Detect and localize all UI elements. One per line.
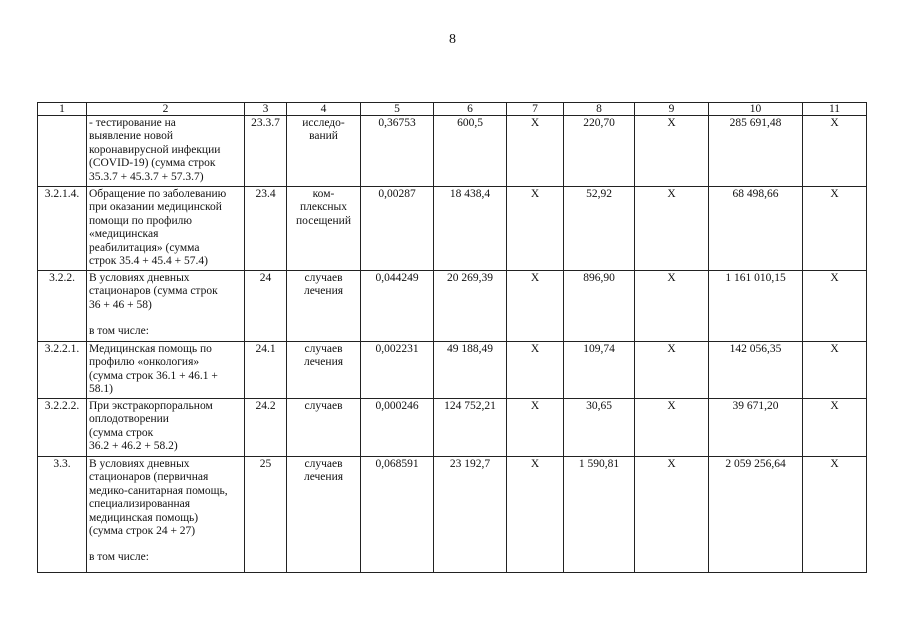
row-name-line: коронавирусной инфекции <box>89 143 221 156</box>
cell-col7: Х <box>507 187 564 271</box>
row-code: 3.2.2.2. <box>38 399 87 457</box>
row-unit-line: случаев <box>304 400 343 412</box>
row-name-line: медико-санитарная помощь, <box>89 484 228 497</box>
header-cell: 8 <box>564 103 635 116</box>
row-unit-line: ваний <box>309 130 338 143</box>
row-unit-line: исследо- <box>302 117 345 129</box>
page-number: 8 <box>449 32 456 47</box>
row-name-line: оплодотворении <box>89 413 169 426</box>
row-code <box>38 116 87 187</box>
cell-col10: 39 671,20 <box>709 399 803 457</box>
row-unit-line: случаев <box>304 272 343 284</box>
row-unit-line: плексных <box>299 201 348 214</box>
cell-col8: 220,70 <box>564 116 635 187</box>
row-line-number: 25 <box>245 457 287 573</box>
header-cell: 2 <box>87 103 245 116</box>
row-code: 3.2.2. <box>38 271 87 342</box>
row-name <box>87 457 245 573</box>
cell-col6: 18 438,4 <box>434 187 507 271</box>
row-unit-line: лечения <box>303 471 344 484</box>
row-note: в том числе: <box>89 551 149 564</box>
cell-col5: 0,000246 <box>361 399 434 457</box>
cell-col7: Х <box>507 116 564 187</box>
row-code: 3.2.1.4. <box>38 187 87 271</box>
row-name-line: специализированная <box>89 498 191 511</box>
row-unit-line: случаев <box>304 458 343 470</box>
cell-col7: Х <box>507 342 564 399</box>
row-name-line: реабилитация» (сумма <box>89 241 200 254</box>
cell-col10: 1 161 010,15 <box>709 271 803 342</box>
cell-col10: 68 498,66 <box>709 187 803 271</box>
cell-col5: 0,36753 <box>361 116 434 187</box>
row-name-line: При экстракорпоральном <box>89 400 213 412</box>
cell-col5: 0,00287 <box>361 187 434 271</box>
cell-col8: 109,74 <box>564 342 635 399</box>
row-code: 3.3. <box>38 457 87 573</box>
row-name-line: медицинская помощь) <box>89 511 199 524</box>
row-code: 3.2.2.1. <box>38 342 87 399</box>
cell-col11: Х <box>803 187 867 271</box>
cell-col6: 23 192,7 <box>434 457 507 573</box>
header-cell: 7 <box>507 103 564 116</box>
row-name-line: (сумма строк 36.1 + 46.1 + <box>89 369 218 382</box>
header-cell: 4 <box>287 103 361 116</box>
row-name <box>87 342 245 399</box>
cell-col8: 1 590,81 <box>564 457 635 573</box>
row-unit-line: посещений <box>296 214 351 227</box>
header-cell: 6 <box>434 103 507 116</box>
cell-col9: Х <box>635 342 709 399</box>
row-name-line: В условиях дневных <box>89 272 190 284</box>
row-name-line: 36.2 + 46.2 + 58.2) <box>89 440 178 453</box>
table-row <box>38 342 867 399</box>
row-unit <box>287 116 361 187</box>
row-name <box>87 271 245 342</box>
row-name-line: стационаров (сумма строк <box>89 285 218 298</box>
row-name-line: 58.1) <box>89 383 113 396</box>
row-line-number: 23.3.7 <box>245 116 287 187</box>
cell-col9: Х <box>635 116 709 187</box>
cell-col9: Х <box>635 187 709 271</box>
row-name-line: Обращение по заболеванию <box>89 188 227 200</box>
row-name-line: (COVID-19) (сумма строк <box>89 157 216 170</box>
cell-col7: Х <box>507 399 564 457</box>
cell-col5: 0,068591 <box>361 457 434 573</box>
cell-col9: Х <box>635 457 709 573</box>
header-cell: 1 <box>38 103 87 116</box>
cell-col11: Х <box>803 399 867 457</box>
cell-col7: Х <box>507 271 564 342</box>
row-unit-line: лечения <box>303 285 344 298</box>
cell-col10: 285 691,48 <box>709 116 803 187</box>
cell-col5: 0,002231 <box>361 342 434 399</box>
row-line-number: 24.2 <box>245 399 287 457</box>
row-name <box>87 116 245 187</box>
row-name-line: (сумма строк <box>89 426 154 439</box>
row-name <box>87 187 245 271</box>
table-row <box>38 271 867 342</box>
cell-col6: 49 188,49 <box>434 342 507 399</box>
header-row <box>38 103 867 116</box>
row-line-number: 24.1 <box>245 342 287 399</box>
tariff-table <box>37 102 867 573</box>
cell-col10: 2 059 256,64 <box>709 457 803 573</box>
header-cell: 9 <box>635 103 709 116</box>
cell-col11: Х <box>803 271 867 342</box>
row-name-line: при оказании медицинской <box>89 201 222 214</box>
row-note: в том числе: <box>89 325 149 338</box>
header-cell: 10 <box>709 103 803 116</box>
cell-col6: 20 269,39 <box>434 271 507 342</box>
row-name-line: 35.3.7 + 45.3.7 + 57.3.7) <box>89 170 204 183</box>
row-name-line: помощи по профилю <box>89 214 192 227</box>
row-line-number: 23.4 <box>245 187 287 271</box>
cell-col11: Х <box>803 457 867 573</box>
cell-col11: Х <box>803 116 867 187</box>
row-name-line: - тестирование на <box>89 117 176 129</box>
row-name-line: Медицинская помощь по <box>89 343 212 355</box>
cell-col6: 600,5 <box>434 116 507 187</box>
cell-col6: 124 752,21 <box>434 399 507 457</box>
header-cell: 11 <box>803 103 867 116</box>
cell-col8: 52,92 <box>564 187 635 271</box>
table-row <box>38 457 867 573</box>
row-line-number: 24 <box>245 271 287 342</box>
table-row <box>38 399 867 457</box>
row-name-line: В условиях дневных <box>89 458 190 470</box>
row-name-line: строк 35.4 + 45.4 + 57.4) <box>89 255 208 268</box>
row-name-line: (сумма строк 24 + 27) <box>89 525 196 538</box>
header-cell: 3 <box>245 103 287 116</box>
row-unit-line: случаев <box>304 343 343 355</box>
row-name <box>87 399 245 457</box>
row-unit <box>287 271 361 342</box>
row-unit <box>287 457 361 573</box>
cell-col9: Х <box>635 399 709 457</box>
cell-col7: Х <box>507 457 564 573</box>
row-name-line: стационаров (первичная <box>89 471 209 484</box>
cell-col5: 0,044249 <box>361 271 434 342</box>
cell-col8: 30,65 <box>564 399 635 457</box>
cell-col9: Х <box>635 271 709 342</box>
row-unit <box>287 399 361 457</box>
row-name-line: профилю «онкология» <box>89 356 200 369</box>
row-name-line: 36 + 46 + 58) <box>89 298 152 311</box>
cell-col11: Х <box>803 342 867 399</box>
row-unit-line: лечения <box>303 356 344 369</box>
table-row <box>38 187 867 271</box>
row-unit <box>287 187 361 271</box>
cell-col8: 896,90 <box>564 271 635 342</box>
row-name-line: выявление новой <box>89 130 174 143</box>
row-unit-line: ком- <box>312 188 335 200</box>
row-name-line: «медицинская <box>89 228 159 241</box>
row-unit <box>287 342 361 399</box>
table-row <box>38 116 867 187</box>
cell-col10: 142 056,35 <box>709 342 803 399</box>
header-cell: 5 <box>361 103 434 116</box>
